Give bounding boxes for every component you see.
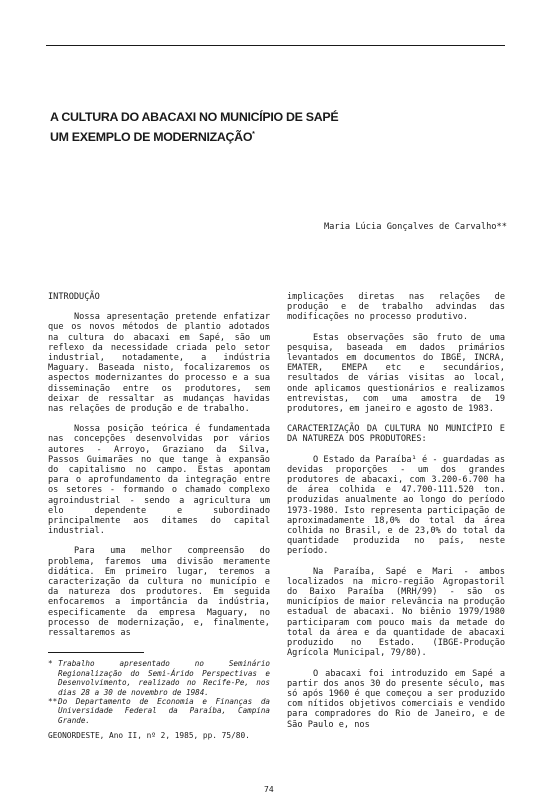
footnote-text: Trabalho apresentado no Seminário Regionalização do Semi-Árido Perspectivas e Desenvolvimento, realizado no Recife-Pe, nos dias 28 a 30 de novembro de 1984. [58,659,270,697]
footnote-text: Do Departamento de Economia e Finanças da Universidade Federal da Paraíba, Campina Grande. [58,696,270,725]
paragraph: O Estado da Paraíba¹ é - guardadas as devidas proporções - um dos grandes produtores de abacaxi, com 3.200-6.700 ha de área colhida e 47.700-111.520 ton. produzidas anualmente ao longo do período 1973-1980. Isto representa participação de aproximadamente 18,0% do total da área colhida no Brasil, e de 23,0% do total da quantidade produzida no país, neste período. [287,454,505,557]
left-column [48,292,270,741]
paragraph: Nossa posição teórica é fundamentada nas concepções desenvolvidas por vários autores - Arroyo, Graziano da Silva, Passos Guimarães no que tange à expansão do capitalismo no campo. Estas apontam para o aprofundamento da integração entre os setores - formando o chamado complexo agroindustrial - sendo a agricultura um elo dependente e subordinado principalmente aos ditames do capital industrial. [48,424,270,537]
section-heading-introducao: INTRODUÇÃO [48,292,100,302]
footnote-rule [48,652,144,653]
paragraph: Para uma melhor compreensão do problema, faremos uma divisão meramente didática. Em primeiro lugar, teremos a caracterização da cultura no município e da natureza dos produtores. Em seguida enfocaremos a importância da indústria, especificamente da empresa Maguary, no processo de modernização, e, finalmente, ressaltaremos as [48,546,270,639]
top-rule [46,45,505,46]
footnote-mark: ** [48,696,58,706]
paragraph: Nossa apresentação pretende enfatizar que os novos métodos de plantio adotados na cultura do abacaxi em Sapé, são um reflexo da necessidade criada pelo setor industrial, notadamente, a indústria Maguary. Baseada nisto, focalizaremos os aspectos modernizantes do processo e a sua disseminação entre os produtores, sem deixar de ressaltar as mudanças havidas nas relações de produção e de trabalho. [48,312,270,415]
footnote-2 [48,697,270,725]
footnote-mark: * [48,659,53,669]
paragraph: Estas observações são fruto de uma pesquisa, baseada em dados primários levantados em documentos do IBGE, INCRA, EMATER, EMEPA etc e secundários, resultados de várias visitas ao local, onde aplicamos questionários e realizamos entrevistas, com uma amostra de 19 produtores, em janeiro e agosto de 1983. [287,332,505,415]
page-number: 74 [264,785,274,794]
section-heading-caracterizacao: CARACTERIZAÇÃO DA CULTURA NO MUNICÍPIO E DA NATUREZA DOS PRODUTORES: [287,424,505,445]
right-column [287,292,505,730]
title-footnote-mark: * [252,131,255,138]
title-text-1: A CULTURA DO ABACAXI NO MUNICÍPIO DE SAPÉ [50,110,339,124]
paragraph: Na Paraíba, Sapé e Mari - ambos localizados na micro-região Agropastoril do Baixo Paraíba (MRH/99) - são os municípios de maior relevância na produção estadual de abacaxi. No biênio 1979/1980 participaram com pouco mais da metade do total da área e da quantidade de abacaxi produzido no Estado. (IBGE-Produção Agrícola Municipal, 79/80). [287,566,505,659]
footnote-1 [48,659,270,697]
author-byline: Maria Lúcia Gonçalves de Carvalho** [323,222,507,232]
paragraph: O abacaxi foi introduzido em Sapé a partir dos anos 30 do presente século, mas só após 1960 é que começou a ser produzido com nítidos objetivos comerciais e vendido para compradores do Rio de Janeiro, e de São Paulo e, nos [287,668,505,730]
paragraph: implicações diretas nas relações de produção e de trabalho advindas das modificações no processo produtivo. [287,292,505,323]
title-text-2: UM EXEMPLO DE MODERNIZAÇÃO [50,130,253,144]
journal-citation: GEONORDESTE, Ano II, nº 2, 1985, pp. 75/80. [48,731,250,741]
article-title-line-1 [50,108,510,126]
article-title-line-2 [50,126,510,146]
